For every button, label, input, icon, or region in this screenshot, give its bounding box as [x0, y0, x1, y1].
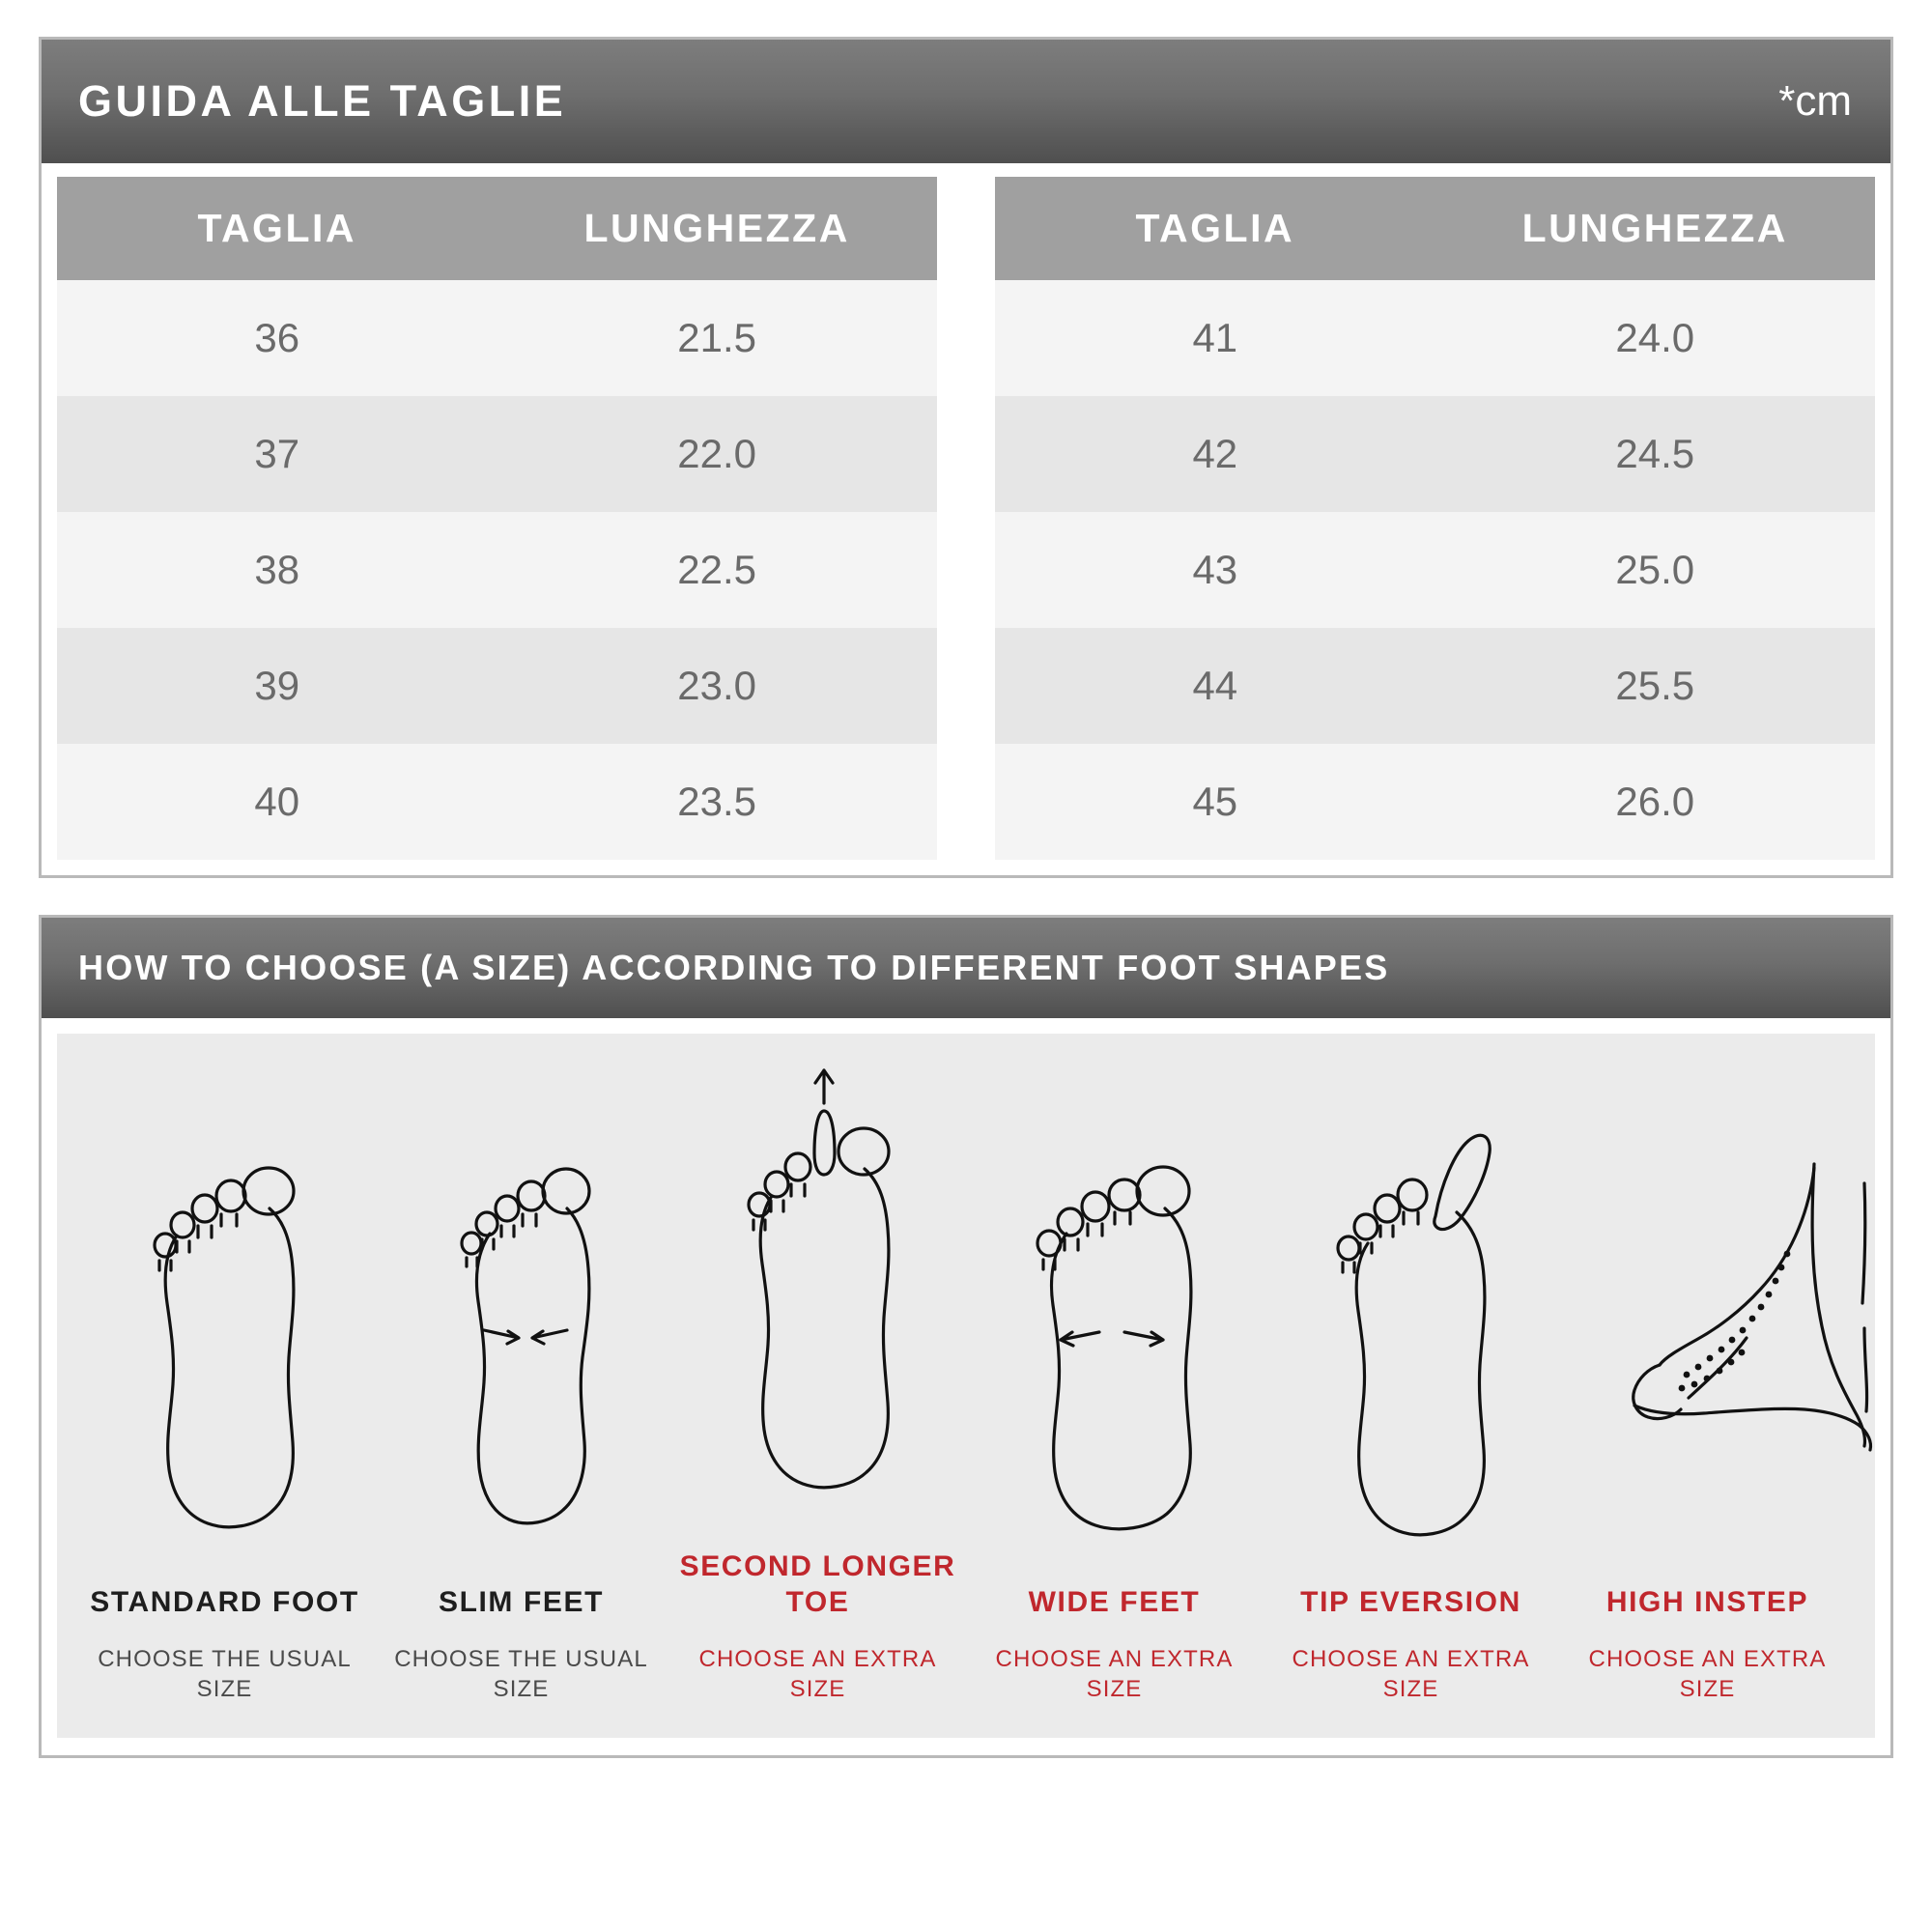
foot-shape-label: STANDARD FOOT	[90, 1585, 359, 1618]
cell-size: 36	[57, 280, 497, 396]
column-divider	[937, 512, 995, 628]
footprint-tip-eversion-icon	[1312, 1096, 1510, 1550]
column-divider	[937, 396, 995, 512]
foot-shapes-header	[42, 918, 1890, 1018]
unit-label: *cm	[1778, 77, 1852, 125]
foot-shape-item-standard	[76, 1096, 373, 1705]
foot-shape-note: CHOOSE THE USUAL SIZE	[394, 1646, 648, 1702]
foot-shape-item-high-instep	[1559, 1096, 1856, 1705]
foot-shape-note: CHOOSE AN EXTRA SIZE	[1588, 1646, 1827, 1702]
col-header-length-right: LUNGHEZZA	[1435, 177, 1875, 280]
size-guide-header	[42, 40, 1890, 163]
foot-shapes-title: HOW TO CHOOSE (A SIZE) ACCORDING TO DIFFERENT FOOT SHAPES	[78, 948, 1390, 987]
foot-shape-note: CHOOSE AN EXTRA SIZE	[1292, 1646, 1530, 1702]
page-title: GUIDA ALLE TAGLIE	[78, 76, 567, 126]
cell-length: 23.0	[497, 628, 936, 744]
column-divider	[937, 744, 995, 860]
foot-shape-label: HIGH INSTEP	[1605, 1585, 1809, 1618]
footprint-slim-icon	[430, 1096, 613, 1550]
foot-shape-label: WIDE FEET	[1028, 1585, 1201, 1618]
cell-length: 25.5	[1435, 628, 1875, 744]
cell-size: 40	[57, 744, 497, 860]
foot-shape-item-wide	[966, 1096, 1263, 1705]
table-row	[57, 280, 1875, 396]
foot-shape-label: TIP EVERSION	[1300, 1585, 1521, 1618]
size-table-wrap	[42, 163, 1890, 875]
table-row	[57, 396, 1875, 512]
foot-shape-label: SLIM FEET	[438, 1585, 605, 1618]
footprint-second-longer-toe-icon	[722, 1061, 915, 1515]
cell-length: 26.0	[1435, 744, 1875, 860]
footprint-standard-icon	[128, 1096, 322, 1550]
foot-shape-note: CHOOSE AN EXTRA SIZE	[995, 1646, 1234, 1702]
footprint-wide-icon	[1010, 1096, 1218, 1550]
cell-size: 41	[995, 280, 1435, 396]
foot-shapes-panel	[39, 915, 1893, 1758]
foot-shapes-row	[76, 1061, 1856, 1705]
cell-size: 38	[57, 512, 497, 628]
cell-size: 44	[995, 628, 1435, 744]
col-header-length-left: LUNGHEZZA	[497, 177, 936, 280]
foot-shape-item-slim	[373, 1096, 669, 1705]
foot-shapes-body	[42, 1018, 1890, 1755]
size-guide-panel	[39, 37, 1893, 878]
table-row	[57, 744, 1875, 860]
foot-shape-item-tip-eversion	[1263, 1096, 1559, 1705]
size-table	[57, 177, 1875, 860]
foot-shapes-inner	[57, 1034, 1875, 1738]
col-header-size-right: TAGLIA	[995, 177, 1435, 280]
cell-length: 25.0	[1435, 512, 1875, 628]
table-row	[57, 628, 1875, 744]
col-header-size-left: TAGLIA	[57, 177, 497, 280]
column-divider	[937, 280, 995, 396]
table-row	[57, 512, 1875, 628]
cell-length: 24.5	[1435, 396, 1875, 512]
cell-size: 39	[57, 628, 497, 744]
cell-length: 22.5	[497, 512, 936, 628]
column-divider	[937, 628, 995, 744]
foot-shape-note: CHOOSE AN EXTRA SIZE	[698, 1646, 937, 1702]
foot-shape-item-second-longer-toe	[669, 1061, 966, 1705]
column-divider	[937, 177, 995, 280]
cell-size: 42	[995, 396, 1435, 512]
cell-length: 21.5	[497, 280, 936, 396]
foot-high-instep-side-icon	[1524, 1096, 1891, 1550]
cell-size: 37	[57, 396, 497, 512]
table-header-row	[57, 177, 1875, 280]
cell-length: 24.0	[1435, 280, 1875, 396]
foot-shape-note: CHOOSE THE USUAL SIZE	[98, 1646, 352, 1702]
cell-size: 45	[995, 744, 1435, 860]
cell-length: 23.5	[497, 744, 936, 860]
foot-shape-label: SECOND LONGER TOE	[679, 1550, 956, 1618]
cell-size: 43	[995, 512, 1435, 628]
cell-length: 22.0	[497, 396, 936, 512]
